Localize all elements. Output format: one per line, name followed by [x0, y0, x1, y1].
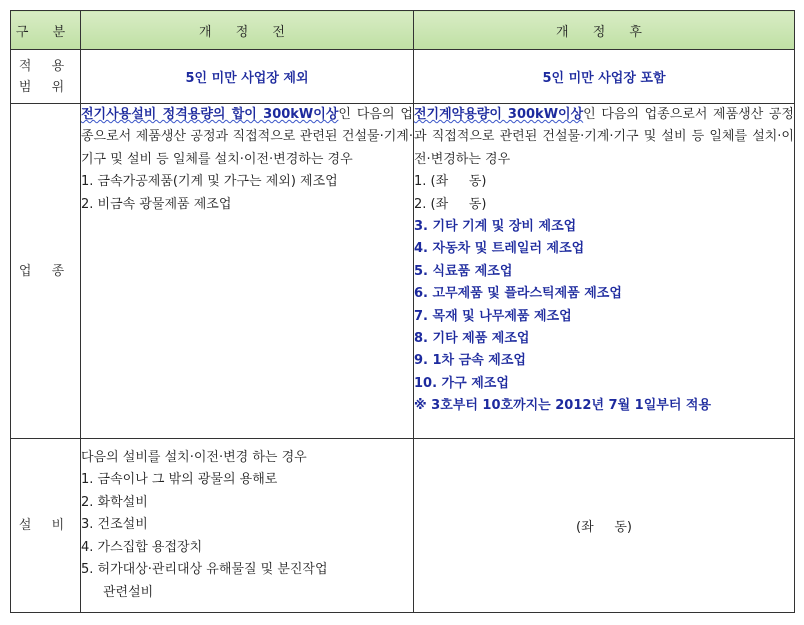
industry-after-rest: 인 다음의 업종으로서 제품생산 공정과 직접적으로 관련된 건설물·기계·기구 및 설비 등 일체를 설치·이전·변경하는 경우: [414, 107, 794, 167]
industry-before-highlight: 전기사용설비 정격용량의 합이 300kW이상: [81, 107, 339, 122]
scope-before: 5인 미만 사업장 제외: [81, 50, 414, 104]
header-after: 개 정 후: [414, 11, 795, 50]
scope-label: [11, 50, 81, 104]
list-item: 1. 금속이나 그 밖의 광물의 용해로: [81, 472, 278, 488]
industry-before-lead: [81, 104, 413, 171]
equipment-label: [11, 439, 81, 613]
equipment-before: [81, 439, 414, 613]
equipment-label-text: 설 비: [18, 518, 73, 533]
list-item: 2. 화학설비: [81, 494, 148, 510]
list-item: 4. 가스집합 용접장치: [81, 539, 203, 555]
header-row: [11, 11, 795, 50]
header-category: 구 분: [11, 11, 81, 50]
list-item: 5. 허가대상·관리대상 유해물질 및 분진작업: [81, 562, 328, 578]
industry-after-highlight: 전기계약용량이 300kW이상: [414, 107, 584, 122]
list-item: 1. (좌 동): [414, 174, 487, 190]
list-item: 5. 식료품 제조업: [414, 263, 513, 279]
industry-before: [81, 104, 414, 439]
industry-row: [11, 104, 795, 439]
industry-label-text: 업 종: [18, 263, 73, 279]
header-before: 개 정 전: [81, 11, 414, 50]
list-item: 2. 비금속 광물제품 제조업: [81, 196, 232, 212]
list-item: 8. 기타 제품 제조업: [414, 331, 530, 347]
scope-row: [11, 50, 795, 104]
industry-label: [11, 104, 81, 439]
list-item: 3. 건조설비: [81, 517, 148, 533]
industry-before-rest: 인 다음의 업종으로서 제품생산 공정과 직접적으로 관련된 건설물·기계·기구 및 설비 등 일체를 설치·이전·변경하는 경우: [81, 107, 413, 167]
industry-after: [414, 104, 795, 439]
equipment-after: (좌 동): [414, 439, 795, 613]
list-item-continuation: 관련설비: [103, 584, 154, 600]
list-item: 7. 목재 및 나무제품 제조업: [414, 308, 572, 324]
list-item: 6. 고무제품 및 플라스틱제품 제조업: [414, 286, 622, 302]
list-item: 9. 1차 금속 제조업: [414, 353, 526, 369]
scope-label-line-2: 범 위: [18, 79, 73, 95]
scope-after: 5인 미만 사업장 포함: [414, 50, 795, 104]
effective-date-note: ※ 3호부터 10호까지는 2012년 7월 1일부터 적용: [414, 398, 712, 414]
list-item: 1. 금속가공제품(기계 및 가구는 제외) 제조업: [81, 174, 338, 190]
equipment-before-lead: 다음의 설비를 설치·이전·변경 하는 경우: [81, 450, 307, 466]
list-item: 2. (좌 동): [414, 196, 487, 212]
list-item: 10. 가구 제조업: [414, 375, 509, 391]
industry-after-lead: [414, 104, 794, 171]
list-item: 3. 기타 기계 및 장비 제조업: [414, 219, 577, 235]
equipment-row: [11, 439, 795, 613]
revision-comparison-table: [10, 10, 795, 613]
list-item: 4. 자동차 및 트레일러 제조업: [414, 241, 585, 257]
scope-label-line-1: 적 용: [18, 58, 73, 74]
